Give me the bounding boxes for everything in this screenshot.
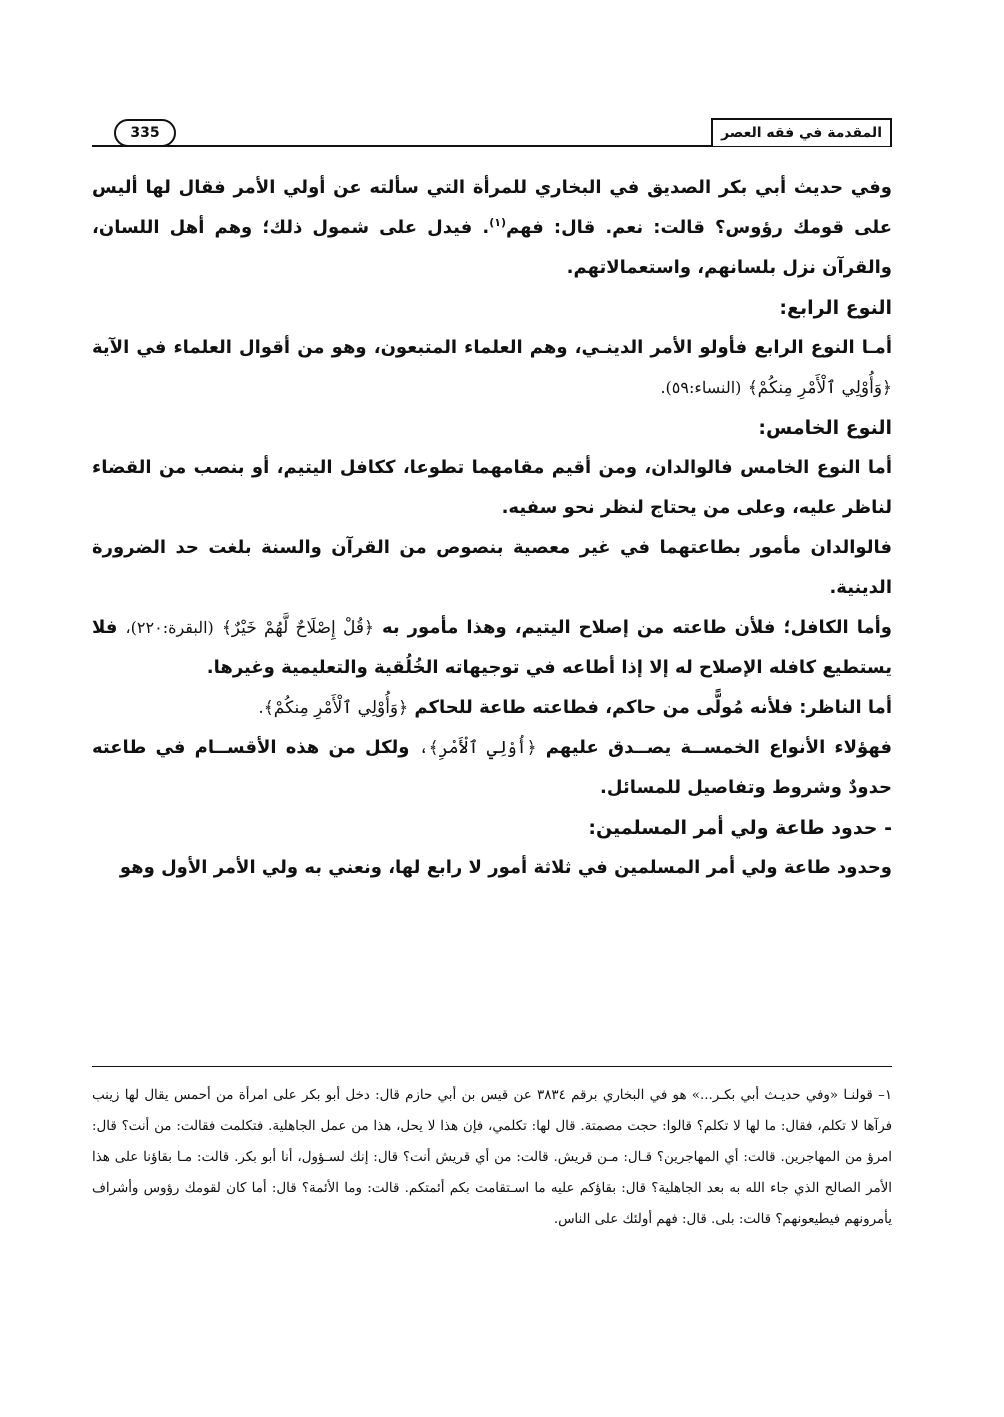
footnote-marker[interactable]: (١) [489, 216, 506, 229]
paragraph-text: . فيدل على شمول ذلك؛ وهم أهل اللسان، والقرآن نزل بلسانهم، واستعمالاتهم. [92, 217, 892, 278]
paragraph-five-types [92, 728, 892, 808]
paragraph-text: وأما الكافل؛ فلأن طاعته من إصلاح اليتيم، وهذا مأمور به [381, 617, 892, 638]
paragraph-text: فهؤلاء الأنواع الخمســة يصــدق عليهم [545, 737, 892, 758]
paragraph-hadith [92, 168, 892, 288]
book-title: المقدمة في فقه العصر [711, 118, 892, 146]
footnote-divider [92, 1066, 892, 1067]
quran-verse: ﴿وَأُوْلِي ٱلْأَمْرِ مِنكُمْ﴾ [747, 378, 892, 398]
heading-fifth-type: النوع الخامس: [758, 417, 892, 439]
paragraph-parents: فالوالدان مأمور بطاعتهما في غير معصية بنصوص من القرآن والسنة بلغت حد الضرورة الدينية. [92, 537, 892, 598]
paragraph-text: ولكل من هذه الأقســام في طاعته حدودٌ وشروط وتفاصيل للمسائل. [92, 737, 892, 798]
quran-verse: ﴿قُلْ إِصْلَاحٌ لَّهُمْ خَيْرٌ﴾ [221, 618, 374, 638]
quran-verse: ﴿وَأُوْلِي ٱلْأَمْرِ مِنكُمْ﴾. [258, 698, 409, 718]
footnotes [92, 1080, 892, 1235]
quran-verse: ﴿أُوْلِي ٱلْأَمْرِ﴾، [418, 738, 537, 758]
verse-reference: (النساء:٥٩). [660, 378, 742, 397]
paragraph-text: أمـا النوع الرابع فأولو الأمر الدينـي، وهم العلماء المتبعون، وهو من أقوال العلماء في الآية [92, 337, 892, 358]
heading-fourth-type: النوع الرابع: [779, 297, 892, 319]
page-number: 335 [114, 119, 176, 147]
footnote-1: ١– قولنـا «وفي حديـث أبي بكـر...» هو في البخاري برقم ٣٨٣٤ عن قيس بن أبي حازم قال: دخل أبو بكر على امرأة من أحمس يقال لها زينب فرآها لا تكلم، فقال: ما لها لا تكلم؟ قالوا: حجت مصمتة. قال لها: تكلمي، فإن هذا لا يحل، هذا من عمل الجاهلية. فتكلمت فقالت: من أنت؟ قال: امرؤ من المهاجرين. قالت: أي المهاجرين؟ قـال: مـن قريش. قالت: من أي قريش أنت؟ قال: إنك لسـؤول، أنا أبو بكر. قالت: مـا بقاؤنا على هذا الأمر الصالح الذي جاء الله به بعد الجاهلية؟ قال: بقاؤكم عليه ما اسـتقامت بكم أئمتكم. قالت: وما الأئمة؟ قال: أما كان لقومك رؤوس وأشراف يأمرونهم فيطيعونهم؟ قالت: بلى. قال: فهم أولئك على الناس. [92, 1088, 893, 1227]
paragraph-fourth-type [92, 328, 892, 408]
paragraph-fifth-type: أما النوع الخامس فالوالدان، ومن أقيم مقامهما تطوعا، ككافل اليتيم، أو بنصب من القضاء لناظر عليه، وعلى من يحتاج لنظر نحو سفيه. [92, 457, 892, 518]
verse-reference: (البقرة:٢٢٠)، [125, 618, 214, 637]
main-text [92, 168, 892, 888]
paragraph-trustee [92, 688, 892, 728]
paragraph-guardian [92, 608, 892, 688]
paragraph-text: أما الناظر: فلأنه مُولًّى من حاكم، فطاعته طاعة للحاكم [414, 697, 892, 718]
running-header [92, 118, 892, 148]
paragraph-text: فلا يستطيع كافله الإصلاح له إلا إذا أطاعه في توجيهاته الخُلُقية والتعليمية وغيرها. [92, 617, 892, 678]
heading-limits: - حدود طاعة ولي أمر المسلمين: [588, 817, 892, 839]
paragraph-text: وفي حديث أبي بكر الصديق في البخاري للمرأة التي سألته عن أولي الأمر فقال لها أليس على قومك رؤوس؟ قالت: نعم. قال: فهم [92, 177, 892, 238]
paragraph-limits: وحدود طاعة ولي أمر المسلمين في ثلاثة أمور لا رابع لها، ونعني به ولي الأمر الأول وهو [119, 857, 892, 878]
